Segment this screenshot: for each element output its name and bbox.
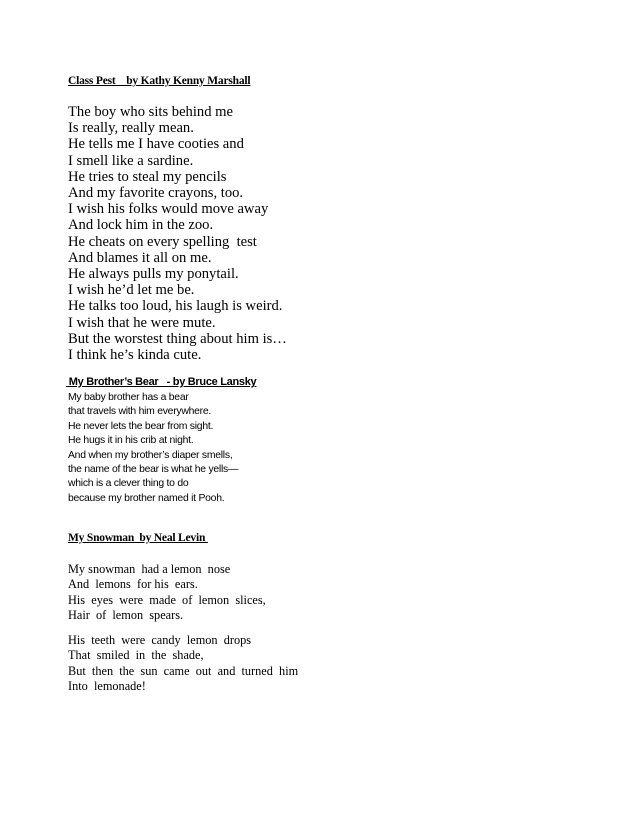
poem-title-my-snowman: My Snowman by Neal Levin — [68, 532, 208, 544]
poem-line: He talks too loud, his laugh is weird. — [68, 298, 283, 315]
poem-title-my-brothers-bear: My Brother’s Bear - by Bruce Lansky — [66, 376, 257, 388]
poem-line: that travels with him everywhere. — [68, 406, 212, 418]
poem-line: I think he’s kinda cute. — [68, 347, 202, 364]
poem-line: The boy who sits behind me — [68, 104, 233, 120]
poem-line: because my brother named it Pooh. — [68, 492, 225, 504]
poem-line: I wish he’d let me be. — [68, 282, 195, 299]
poem-line: He tells me I have cooties and — [68, 136, 244, 153]
poem-line: But the worstest thing about him is… — [68, 330, 287, 347]
poem-line: And lock him in the zoo. — [68, 217, 214, 234]
poem-line: But then the sun came out and turned him — [68, 663, 299, 678]
poem-my-snowman-stanza-2 — [68, 633, 298, 694]
poem-title-class-pest: Class Pest by Kathy Kenny Marshall — [68, 75, 251, 87]
poem-line: That smiled in the shade, — [68, 648, 204, 663]
poem-line: His teeth were candy lemon drops — [68, 633, 252, 647]
poem-line: And lemons for his ears. — [68, 577, 198, 592]
poem-line: Hair of lemon spears. — [68, 607, 184, 622]
poem-line: I wish that he were mute. — [68, 314, 216, 331]
poem-line: which is a clever thing to do — [68, 478, 189, 490]
poem-line: My snowman had a lemon nose — [68, 562, 231, 576]
poem-line: I smell like a sardine. — [68, 152, 194, 169]
poem-line: He tries to steal my pencils — [68, 168, 227, 185]
poem-line: He hugs it in his crib at night. — [68, 435, 194, 447]
poem-line: He never lets the bear from sight. — [68, 420, 214, 432]
poem-line: And blames it all on me. — [68, 249, 212, 266]
poem-line: My baby brother has a bear — [68, 392, 189, 403]
poem-line: I wish his folks would move away — [68, 201, 269, 218]
poem-line: He always pulls my ponytail. — [68, 266, 239, 283]
poem-line: He cheats on every spelling test — [68, 233, 257, 250]
poem-my-brothers-bear-stanza — [68, 391, 238, 506]
poem-line: And when my brother’s diaper smells, — [68, 449, 233, 461]
poem-line: And my favorite crayons, too. — [68, 185, 244, 202]
poem-line: Is really, really mean. — [68, 120, 194, 137]
poem-line: the name of the bear is what he yells— — [68, 464, 239, 476]
poem-line: His eyes were made of lemon slices, — [68, 592, 266, 607]
poem-class-pest-stanza — [68, 104, 287, 363]
poem-line: Into lemonade! — [68, 678, 146, 693]
poem-my-snowman-stanza-1 — [68, 562, 266, 623]
